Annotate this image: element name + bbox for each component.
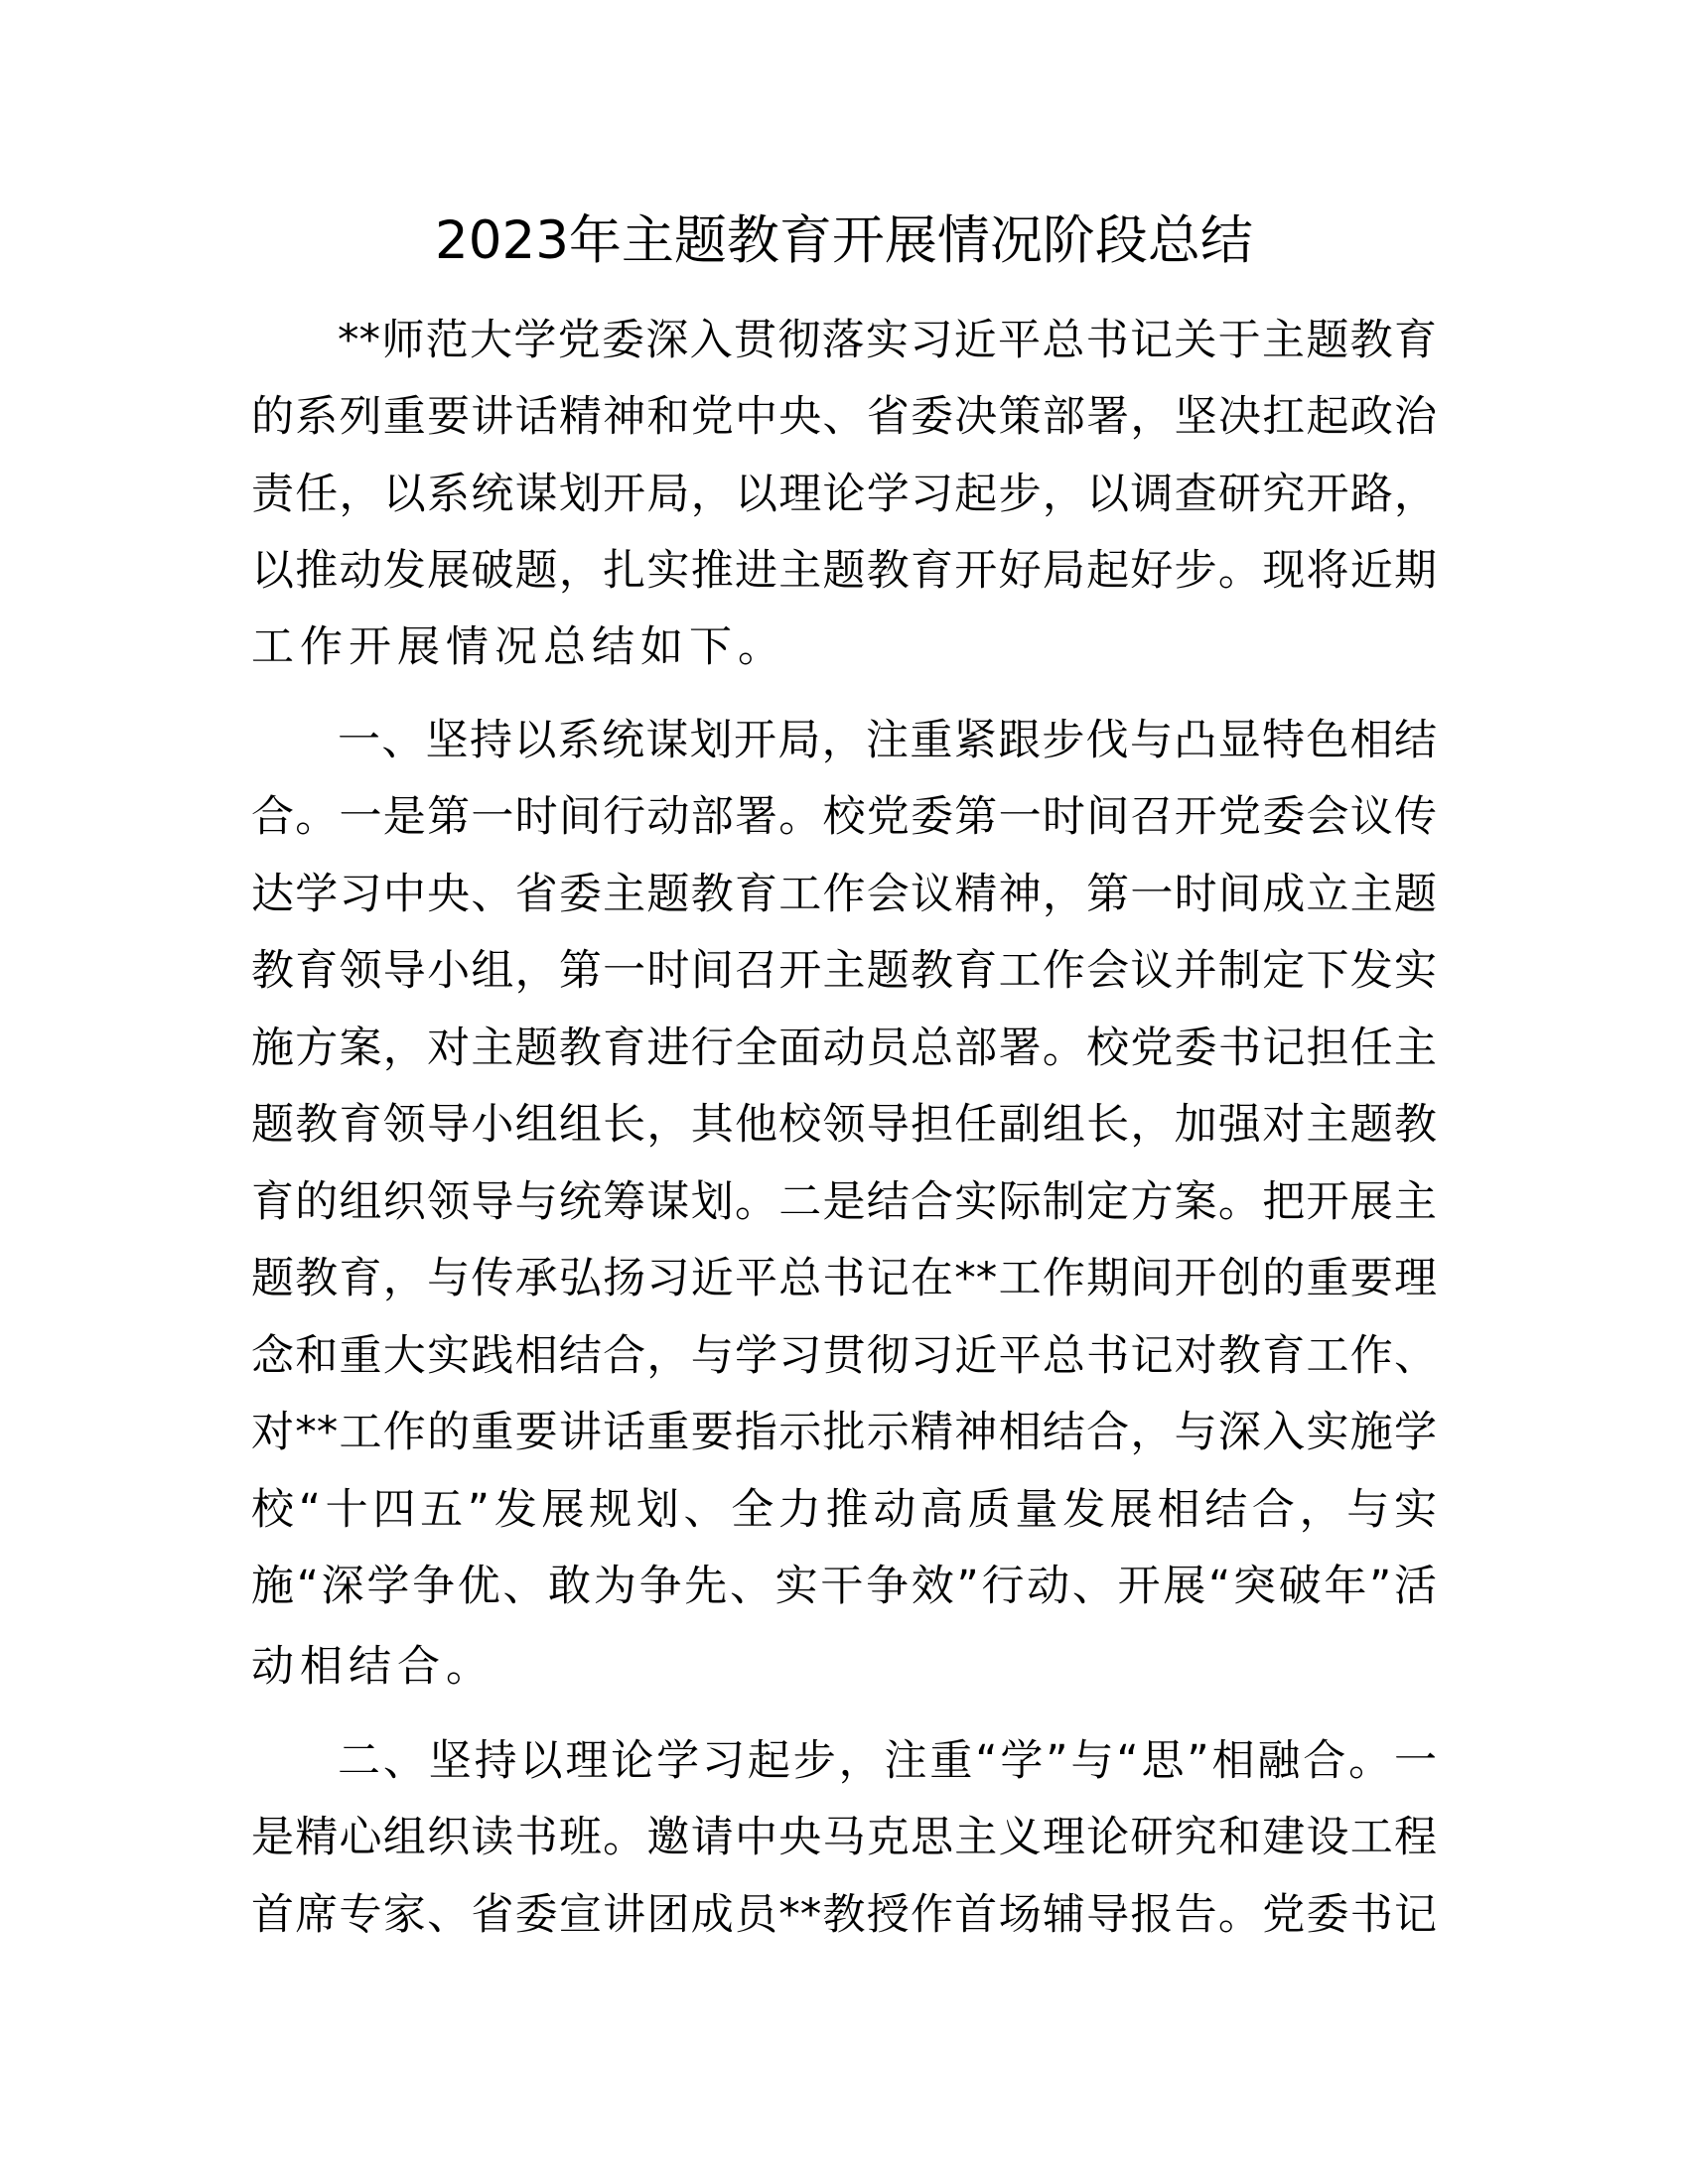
paragraph-line: 题教育领导小组组长，其他校领导担任副组长，加强对主题教: [251, 1100, 1437, 1150]
paragraph-line: 施“深学争优、敢为争先、实干争效”行动、开展“突破年”活: [251, 1562, 1437, 1611]
paragraph-line: 工作开展情况总结如下。: [251, 622, 786, 672]
paragraph-line: 以推动发展破题，扎实推进主题教育开好局起好步。现将近期: [251, 546, 1437, 596]
paragraph-line: 的系列重要讲话精神和党中央、省委决策部署，坚决扛起政治: [251, 392, 1437, 442]
paragraph-line: 责任，以系统谋划开局，以理论学习起步，以调查研究开路，: [251, 470, 1437, 519]
paragraph-line: 校“十四五”发展规划、全力推动高质量发展相结合，与实: [251, 1485, 1437, 1535]
paragraph-line: 念和重大实践相结合，与学习贯彻习近平总书记对教育工作、: [251, 1331, 1437, 1381]
paragraph-line: 二、坚持以理论学习起步，注重“学”与“思”相融合。一: [338, 1736, 1437, 1786]
paragraph-line: 合。一是第一时间行动部署。校党委第一时间召开党委会议传: [251, 792, 1437, 842]
paragraph-line: 是精心组织读书班。邀请中央马克思主义理论研究和建设工程: [251, 1813, 1437, 1862]
paragraph-line: 对**工作的重要讲话重要指示批示精神相结合，与深入实施学: [251, 1408, 1437, 1457]
document-title: 2023年主题教育开展情况阶段总结: [435, 210, 1253, 271]
paragraph-line: **师范大学党委深入贯彻落实习近平总书记关于主题教育: [338, 316, 1437, 365]
paragraph-line: 教育领导小组，第一时间召开主题教育工作会议并制定下发实: [251, 946, 1437, 996]
paragraph-line: 动相结合。: [251, 1642, 494, 1692]
paragraph-line: 题教育，与传承弘扬习近平总书记在**工作期间开创的重要理: [251, 1254, 1437, 1303]
paragraph-line: 达学习中央、省委主题教育工作会议精神，第一时间成立主题: [251, 870, 1437, 919]
paragraph-line: 首席专家、省委宣讲团成员**教授作首场辅导报告。党委书记: [251, 1890, 1437, 1940]
paragraph-line: 一、坚持以系统谋划开局，注重紧跟步伐与凸显特色相结: [338, 716, 1437, 765]
paragraph-line: 施方案，对主题教育进行全面动员总部署。校党委书记担任主: [251, 1024, 1437, 1073]
paragraph-line: 育的组织领导与统筹谋划。二是结合实际制定方案。把开展主: [251, 1177, 1437, 1227]
